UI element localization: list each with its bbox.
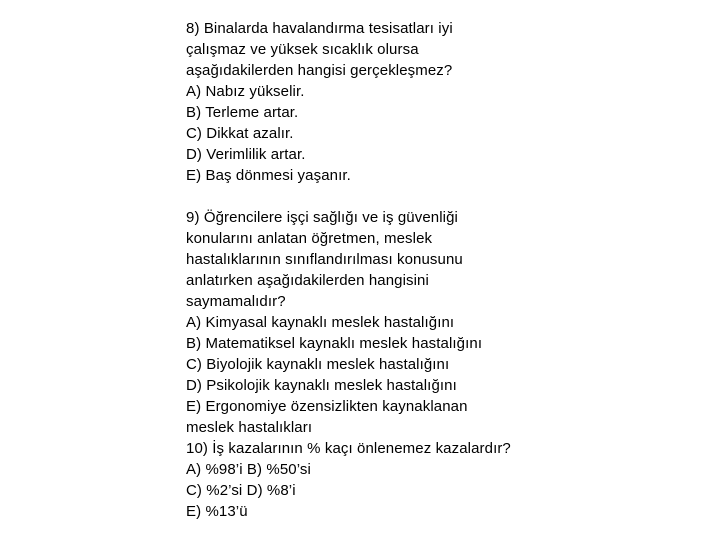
question-9-option-e-continued: meslek hastalıkları — [186, 419, 313, 436]
question-9 — [186, 207, 706, 438]
question-10-option-e: E) %13’ü — [186, 503, 248, 520]
question-9-stem-line-1 — [186, 207, 706, 228]
question-10 — [186, 438, 706, 522]
question-9-option-e: E) Ergonomiye özensizlikten kaynaklanan — [186, 398, 468, 415]
question-8-option-e: E) Baş dönmesi yaşanır. — [186, 167, 351, 184]
question-9-number: 9) — [186, 209, 200, 226]
question-10-stem-text-1: İş kazalarının % kaçı önlenemez kazalardır? — [212, 440, 511, 457]
question-8-stem-text-1: Binalarda havalandırma tesisatları iyi — [203, 20, 453, 37]
question-8-option-a: A) Nabız yükselir. — [186, 83, 305, 100]
question-9-option-a: A) Kimyasal kaynaklı meslek hastalığını — [186, 314, 455, 331]
question-9-stem-line-3: hastalıklarının sınıflandırılması konusunu — [186, 251, 463, 268]
question-8-stem-line-2: çalışmaz ve yüksek sıcaklık olursa — [186, 41, 419, 58]
question-sheet — [186, 18, 706, 522]
question-spacer — [186, 186, 706, 207]
question-9-option-c: C) Biyolojik kaynaklı meslek hastalığını — [186, 356, 450, 373]
question-8-stem-line-1 — [186, 18, 706, 39]
question-10-options-c-d: C) %2’si D) %8’i — [186, 482, 296, 499]
question-10-number: 10) — [186, 440, 208, 457]
question-8-option-b: B) Terleme artar. — [186, 104, 299, 121]
question-9-option-b: B) Matematiksel kaynaklı meslek hastalığını — [186, 335, 483, 352]
question-9-stem-line-2: konularını anlatan öğretmen, meslek — [186, 230, 433, 247]
question-8-option-c: C) Dikkat azalır. — [186, 125, 294, 142]
question-9-stem-line-4: anlatırken aşağıdakilerden hangisini — [186, 272, 429, 289]
question-10-options-a-b: A) %98’i B) %50’si — [186, 461, 311, 478]
question-8-option-d: D) Verimlilik artar. — [186, 146, 306, 163]
question-9-stem-line-5: saymamalıdır? — [186, 293, 286, 310]
question-8-number: 8) — [186, 20, 200, 37]
question-9-stem-text-1: Öğrencilere işçi sağlığı ve iş güvenliği — [203, 209, 458, 226]
question-9-option-d: D) Psikolojik kaynaklı meslek hastalığını — [186, 377, 457, 394]
question-10-stem-line-1 — [186, 438, 706, 459]
question-8 — [186, 18, 706, 186]
question-8-stem-line-3: aşağıdakilerden hangisi gerçekleşmez? — [186, 62, 453, 79]
